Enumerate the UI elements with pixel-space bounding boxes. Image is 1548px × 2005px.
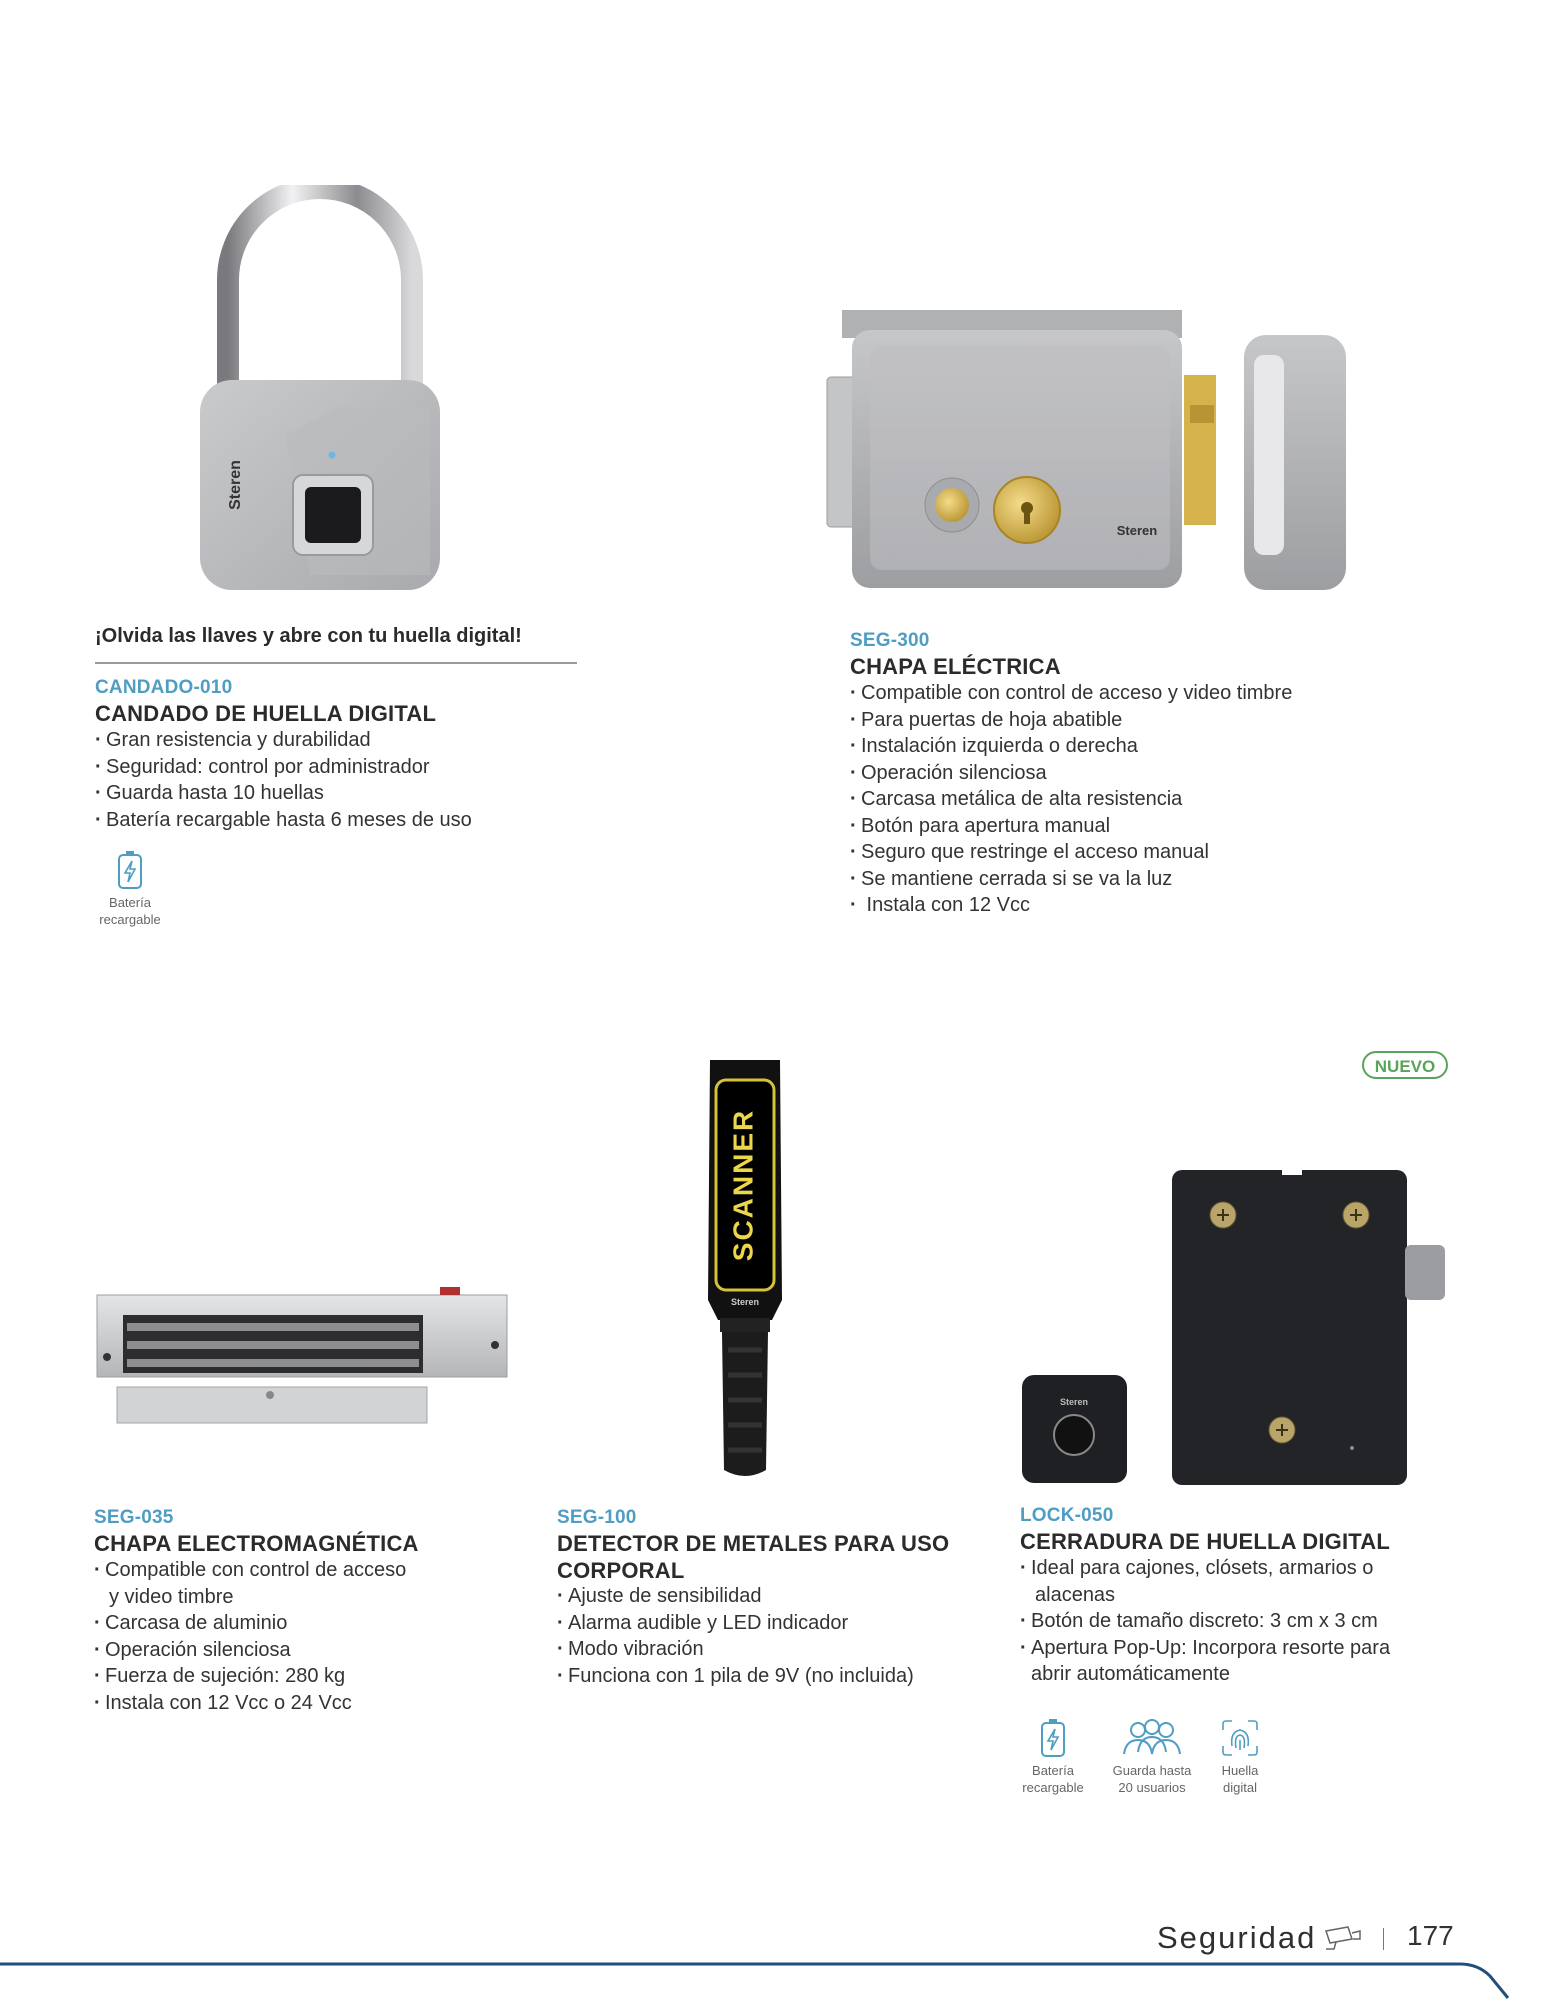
fingerprint-icon — [1220, 1718, 1260, 1758]
feature-list — [557, 1583, 914, 1689]
page-number: 177 — [1407, 1920, 1454, 1951]
list-item: · Ideal para cajones, clósets, armarios o alacenas — [1020, 1555, 1390, 1608]
feature-list — [850, 680, 1292, 919]
product-title: CHAPA ELECTROMAGNÉTICA — [94, 1531, 419, 1556]
padlock-image — [190, 185, 450, 605]
feature-list — [94, 1557, 406, 1716]
product-code: LOCK-050 — [1020, 1505, 1114, 1526]
list-item: · Modo vibración — [557, 1636, 914, 1663]
feature-list — [95, 727, 472, 833]
list-item: · Botón para apertura manual — [850, 813, 1292, 840]
feature-icon-battery: Batería recargable — [90, 850, 170, 928]
list-item: · Se mantiene cerrada si se va la luz — [850, 866, 1292, 893]
list-item: · Batería recargable hasta 6 meses de uso — [95, 807, 472, 834]
new-badge: NUEVO — [1362, 1051, 1448, 1079]
list-item: · Ajuste de sensibilidad — [557, 1583, 914, 1610]
brand-logo: Steren — [227, 460, 244, 510]
feature-list — [1020, 1555, 1390, 1688]
list-item: · Gran resistencia y durabilidad — [95, 727, 472, 754]
list-item: · Para puertas de hoja abatible — [850, 707, 1292, 734]
product-title: CERRADURA DE HUELLA DIGITAL — [1020, 1529, 1391, 1554]
list-item: · Carcasa metálica de alta resistencia — [850, 786, 1292, 813]
tagline: ¡Olvida las llaves y abre con tu huella digital! — [95, 625, 522, 647]
list-item: · Botón de tamaño discreto: 3 cm x 3 cm — [1020, 1608, 1390, 1635]
product-code: SEG-300 — [850, 630, 930, 651]
battery-icon — [1038, 1718, 1068, 1758]
list-item: · Instala con 12 Vcc o 24 Vcc — [94, 1690, 406, 1717]
list-item: · Guarda hasta 10 huellas — [95, 780, 472, 807]
product-code: SEG-100 — [557, 1507, 637, 1528]
battery-icon — [115, 850, 145, 890]
list-item: · Funciona con 1 pila de 9V (no incluida) — [557, 1663, 914, 1690]
product-title: CANDADO DE HUELLA DIGITAL — [95, 701, 437, 726]
scanner-label: SCANNER — [727, 1108, 759, 1262]
feature-icon-battery: Batería recargable — [1013, 1718, 1093, 1796]
list-item: · Carcasa de aluminio — [94, 1610, 406, 1637]
list-item: · Seguridad: control por administrador — [95, 754, 472, 781]
feature-icon-fingerprint: Huella digital — [1210, 1718, 1270, 1796]
list-item: · Alarma audible y LED indicador — [557, 1610, 914, 1637]
metal-detector-image — [700, 1050, 790, 1485]
footer-line — [0, 1962, 1548, 2000]
brand-logo: Steren — [1116, 523, 1158, 538]
footer-section-title: Seguridad — [1157, 1918, 1362, 1958]
magnetic-lock-image — [95, 1285, 515, 1425]
list-item: · Operación silenciosa — [94, 1637, 406, 1664]
list-item: · Instala con 12 Vcc — [850, 892, 1292, 919]
product-title: DETECTOR DE METALES PARA USO CORPORAL — [557, 1531, 950, 1583]
divider — [95, 662, 577, 664]
brand-logo: Steren — [1059, 1397, 1089, 1407]
feature-icon-users: Guarda hasta 20 usuarios — [1102, 1718, 1202, 1796]
camera-icon — [1322, 1925, 1362, 1951]
list-item: · Instalación izquierda o derecha — [850, 733, 1292, 760]
product-title: CHAPA ELÉCTRICA — [850, 654, 1061, 679]
list-item: · Fuerza de sujeción: 280 kg — [94, 1663, 406, 1690]
product-code: CANDADO-010 — [95, 677, 233, 698]
list-item: · Seguro que restringe el acceso manual — [850, 839, 1292, 866]
list-item: · Compatible con control de acceso y video timbre — [94, 1557, 406, 1610]
footer-separator — [1383, 1928, 1384, 1950]
list-item: · Compatible con control de acceso y video timbre — [850, 680, 1292, 707]
brand-logo: Steren — [730, 1297, 760, 1307]
product-code: SEG-035 — [94, 1507, 174, 1528]
users-icon — [1120, 1718, 1184, 1758]
list-item: · Apertura Pop-Up: Incorpora resorte para abrir automáticamente — [1020, 1635, 1390, 1688]
list-item: · Operación silenciosa — [850, 760, 1292, 787]
fingerprint-lock-image — [1020, 1165, 1460, 1490]
electric-lock-image — [822, 305, 1352, 595]
